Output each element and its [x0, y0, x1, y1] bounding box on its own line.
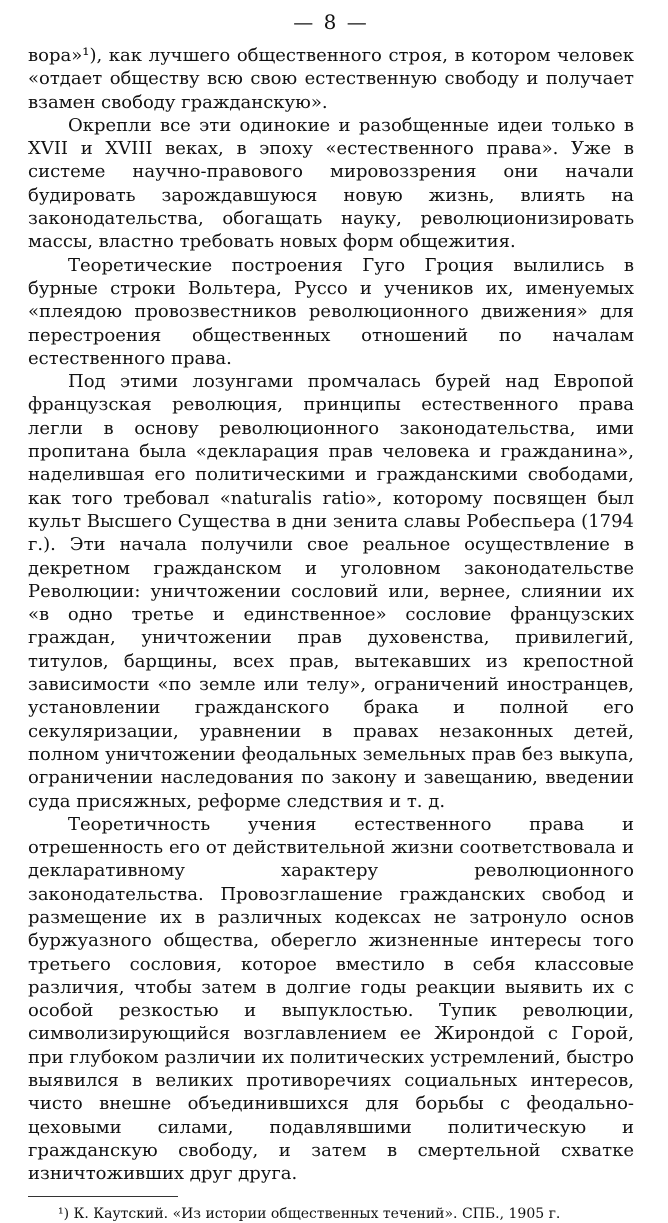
paragraph: Окрепли все эти одинокие и разобщенные идеи только в XVII и XVIII веках, в эпоху «естественного права». Уже в системе научно-правового мировоззрения они начали будировать зарождавшуюся новую жизнь, влиять на законодательства, обогащать науку, революционизировать массы, властно требовать новых форм общежития.: [28, 114, 634, 253]
page-number: — 8 —: [293, 10, 369, 34]
footnote-divider: [28, 1196, 178, 1197]
body-text: [28, 44, 634, 1186]
paragraph: вора»¹), как лучшего общественного строя, в котором человек «отдает обществу всю свою естественную свободу и получает взамен свободу гражданскую».: [28, 45, 634, 113]
paragraph: Теоретичность учения естественного права и отрешенность его от действительной жизни соответствовала и декларативному характеру революционного законодательства. Провозглашение гражданских свобод и размещение их в различных кодексах не затронуло основ буржуазного общества, оберегло жизненные интересы того третьего сословия, которое вместило в себя классовые различия, чтобы затем в долгие годы реакции выявить их с особой резкостью и выпуклостью. Тупик революции, символизирующийся возглавлением ее Жирондой с Горой, при глубоком различии их политических устремлений, быстро выявился в великих противоречиях социальных интересов, чисто внешне объединившихся для борьбы с феодально-цеховыми силами, подавлявшими политическую и гражданскую свободу, и затем в смертельной схватке изничтожившиx друг друга.: [28, 813, 634, 1185]
paragraph: Под этими лозунгами промчалась бурей над Европой французская революция, принципы естественного права легли в основу революционного законодательства, ими пропитана была «декларация прав человека и гражданина», наделившая его политическими и гражданскими свободами, как того требовал «naturalis ratio», которому посвящен был культ Высшего Существа в дни зенита славы Робеспьера (1794 г.). Эти начала получили свое реальное осуществление в декретном гражданском и уголовном законодательстве Революции: уничтожении сословий или, вернее, слиянии их «в одно третье и единственное» сословие французских граждан, уничтожении прав духовенства, привилегий, титулов, барщины, всех прав, вытекавших из крепостной зависимости «по земле или телу», ограничений иностранцев, установлении гражданского брака и полной его секуляризации, уравнении в правах незаконных детей, полном уничтожении феодальных земельных прав без выкупа, ограничении наследования по закону и завещанию, введении суда присяжных, реформе следствия и т. д.: [28, 371, 634, 812]
footnote: ¹) К. Каутский. «Из истории общественных течений». СПБ., 1905 г.: [58, 1205, 561, 1222]
paragraph: Теоретические построения Гуго Гроция вылились в бурные строки Вольтера, Руссо и учеников их, именуемых «плеядою провозвестников революционного движения» для перестроения общественных отношений по началам естественного права.: [28, 254, 634, 369]
